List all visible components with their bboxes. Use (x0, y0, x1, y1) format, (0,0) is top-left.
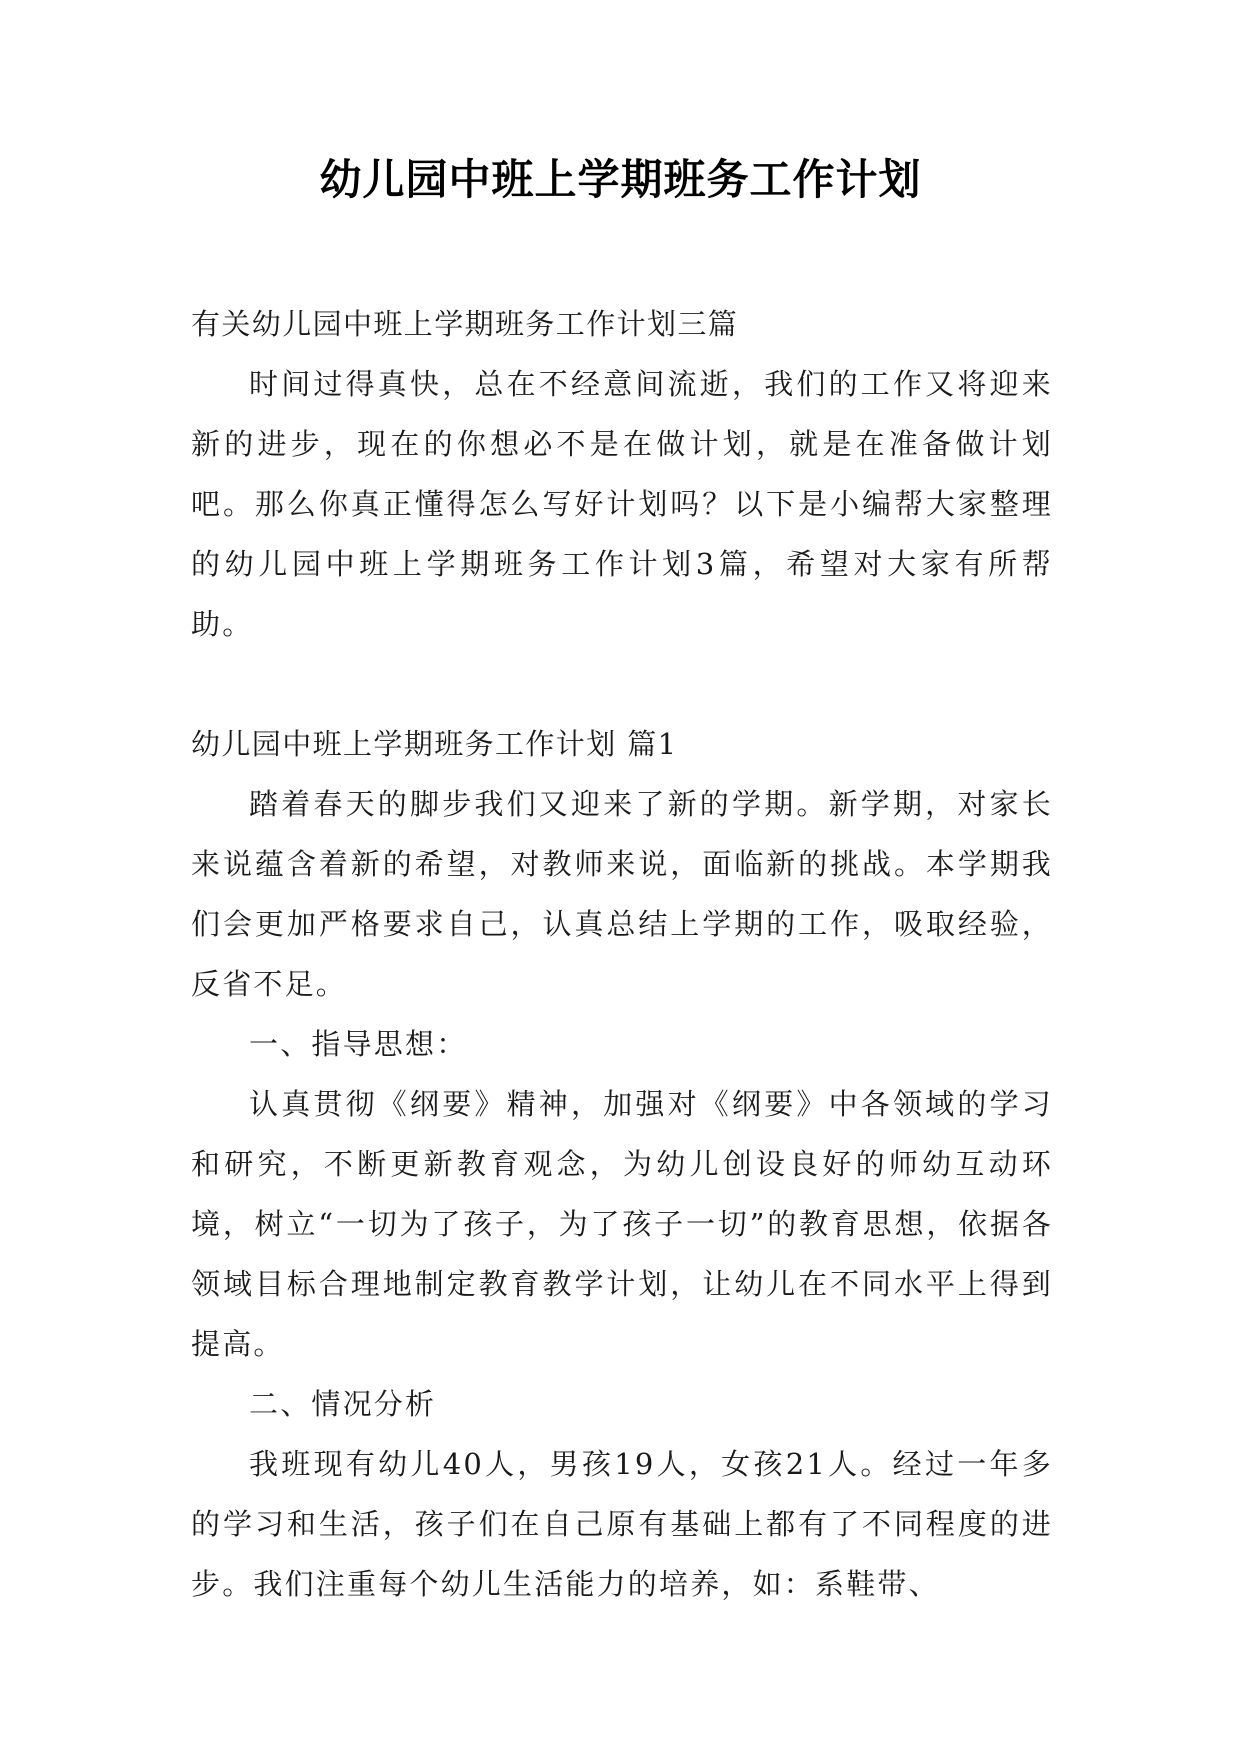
paragraph-spacer (191, 654, 1053, 714)
intro-paragraph: 时间过得真快，总在不经意间流逝，我们的工作又将迎来新的进步，现在的你想必不是在做计划，就是在准备做计划吧。那么你真正懂得怎么写好计划吗？以下是小编帮大家整理的幼儿园中班上学期班务工作计划3篇，希望对大家有所帮助。 (191, 367, 1053, 641)
intro-heading: 有关幼儿园中班上学期班务工作计划三篇 (191, 307, 739, 341)
body-paragraph: 认真贯彻《纲要》精神，加强对《纲要》中各领域的学习和研究，不断更新教育观念，为幼儿创设良好的师幼互动环境，树立“一切为了孩子，为了孩子一切”的教育思想，依据各领域目标合理地制定教育教学计划，让幼儿在不同水平上得到提高。 (191, 1087, 1053, 1361)
body-paragraph: 踏着春天的脚步我们又迎来了新的学期。新学期，对家长来说蕴含着新的希望，对教师来说，面临新的挑战。本学期我们会更加严格要求自己，认真总结上学期的工作，吸取经验，反省不足。 (191, 787, 1053, 1001)
subheading-situation-analysis: 二、情况分析 (249, 1387, 437, 1421)
document-title: 幼儿园中班上学期班务工作计划 (319, 155, 922, 204)
body-paragraph: 我班现有幼儿40人，男孩19人，女孩21人。经过一年多的学习和生活，孩子们在自己原有基础上都有了不同程度的进步。我们注重每个幼儿生活能力的培养，如：系鞋带、 (191, 1447, 1053, 1601)
section-heading: 幼儿园中班上学期班务工作计划 篇1 (191, 727, 678, 761)
subheading-guiding-thought: 一、指导思想： (249, 1027, 468, 1061)
document-body (191, 294, 1053, 1614)
